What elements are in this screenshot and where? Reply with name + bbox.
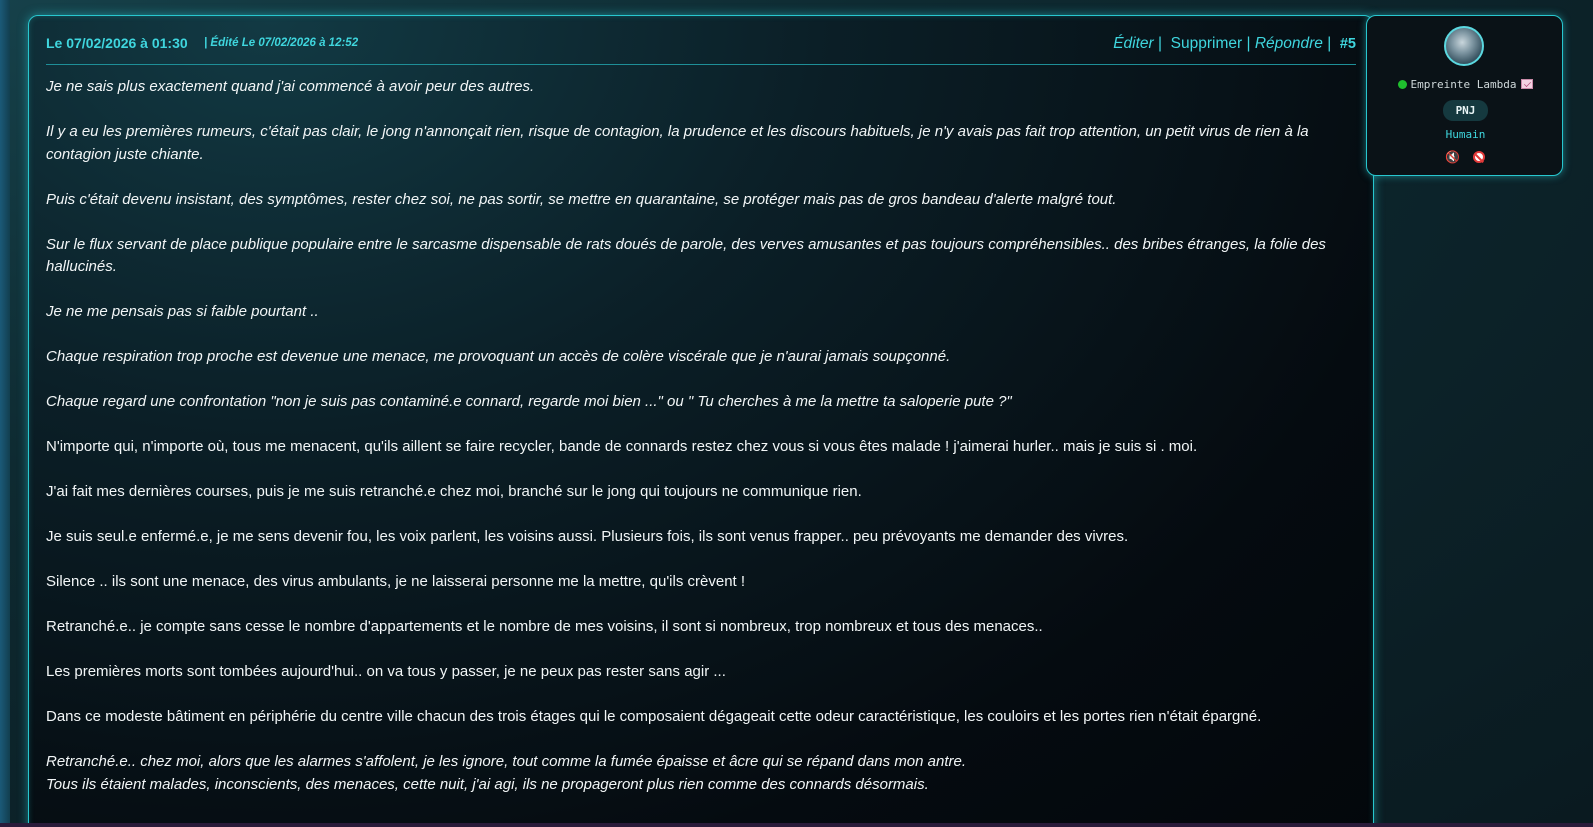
separator: | <box>1246 35 1251 52</box>
post-header <box>46 16 1356 65</box>
post-paragraph: J'ai fait mes dernières courses, puis je me suis retranché.e chez moi, branché sur le jong qui toujours ne communique rien. <box>46 483 862 500</box>
post-edited-date: | Édité Le 07/02/2026 à 12:52 <box>204 37 359 49</box>
avatar[interactable] <box>1444 26 1484 66</box>
post-paragraph: Il y a eu les premières rumeurs, c'était pas clair, le jong n'annonçait rien, risque de contagion, la prudence et les discours habituels, je n'y avais pas fait trop attention, un petit virus de rien à la contagion juste chiante. <box>46 123 1309 163</box>
mute-icon: 🔇 <box>1445 150 1460 164</box>
left-edge-strip <box>0 0 10 827</box>
post-paragraph: Tous ils étaient malades, inconscients, des menaces, cette nuit, j'ai agi, ils ne propageront plus rien comme des connards désormais. <box>46 775 929 793</box>
post-paragraph: N'importe qui, n'importe où, tous me menacent, qu'ils aillent se faire recycler, bande de connards restez chez vous si vous êtes malade ! j'aimerai hurler.. mais je suis si . moi. <box>46 438 1198 455</box>
post-paragraph: Sur le flux servant de place publique populaire entre le sarcasme dispensable de rats doués de parole, des verves amusantes et pas toujours compréhensibles.. des bribes étranges, la folie des hallucinés. <box>46 235 1326 275</box>
post-paragraph: Les premières morts sont tombées aujourd'hui.. on va tous y passer, je ne peux pas rester sans agir ... <box>46 663 726 680</box>
online-status-icon <box>1398 80 1407 89</box>
post-paragraph: Dans ce modeste bâtiment en périphérie du centre ville chacun des trois étages qui le composaient dégageait cette odeur caractéristique, les couloirs et les portes rien n'était épargné. <box>46 708 1262 725</box>
post-paragraph: Chaque regard une confrontation "non je suis pas contaminé.e connard, regarde moi bien ..." ou " Tu cherches à me la mettre ta saloperie pute ?" <box>46 393 1012 410</box>
post-paragraph: Silence .. ils sont une menace, des virus ambulants, je ne laisserai personne me la mettre, qu'ils crèvent ! <box>46 573 746 590</box>
role-badge: PNJ <box>1443 100 1488 121</box>
mail-icon[interactable] <box>1521 79 1533 89</box>
delete-link[interactable]: Supprimer <box>1170 35 1243 52</box>
post-date: Le 07/02/2026 à 01:30 <box>46 35 188 51</box>
separator: | <box>1327 35 1332 52</box>
post-paragraph: Je suis seul.e enfermé.e, je me sens devenir fou, les voix parlent, les voisins aussi. Plusieurs fois, ils sont venus frapper.. peu prévoyants me demander des vivres. <box>46 528 1129 545</box>
status-icons <box>1445 150 1485 164</box>
ban-icon <box>1473 151 1485 163</box>
author-line <box>1367 78 1564 91</box>
post-paragraph: Puis c'était devenu insistant, des symptômes, rester chez soi, ne pas sortir, se mettre en quarantaine, se protéger mais pas de gros bandeau d'alerte malgré tout. <box>46 190 1117 208</box>
author-race: Humain <box>1445 128 1486 141</box>
post-paragraph: Retranché.e.. je compte sans cesse le nombre d'appartements et le nombre de mes voisins, il sont si nombreux, trop nombreux et tous des menaces.. <box>46 618 1043 635</box>
post-paragraph: Je ne sais plus exactement quand j'ai commencé à avoir peur des autres. <box>46 78 535 95</box>
post-paragraph: Chaque respiration trop proche est devenue une menace, me provoquant un accès de colère viscérale que je n'aurai jamais soupçonné. <box>46 348 951 365</box>
post-content <box>46 65 1356 796</box>
separator: | <box>1158 35 1163 52</box>
post-number[interactable]: #5 <box>1339 36 1356 52</box>
author-profile-card <box>1366 15 1563 176</box>
bottom-edge-strip <box>0 823 1593 827</box>
post-paragraph: Retranché.e.. chez moi, alors que les alarmes s'affolent, je les ignore, tout comme la fumée épaisse et âcre qui se répand dans mon antre. <box>46 753 967 770</box>
reply-link[interactable]: Répondre <box>1254 35 1323 52</box>
post-paragraph: Je ne me pensais pas si faible pourtant .. <box>46 303 319 320</box>
author-username[interactable]: Empreinte Lambda <box>1410 78 1517 91</box>
forum-post <box>28 15 1374 827</box>
edit-link[interactable]: Éditer <box>1113 35 1154 52</box>
post-actions <box>1113 35 1356 53</box>
